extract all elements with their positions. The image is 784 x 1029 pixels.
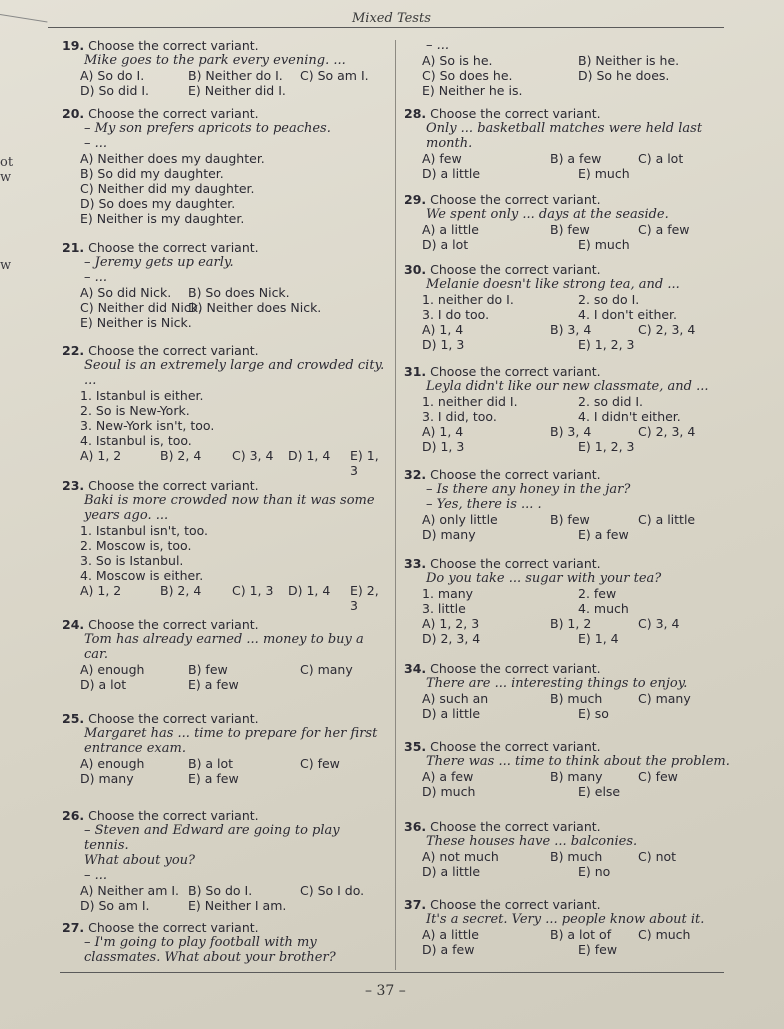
question-20	[62, 106, 388, 226]
answer-option[interactable]: B) 2, 4	[160, 448, 202, 463]
answer-option[interactable]: D) 1, 3	[422, 439, 465, 454]
answer-option[interactable]: A) not much	[422, 849, 499, 864]
answer-option[interactable]: 1. neither do I.	[422, 292, 514, 307]
question-instruction: Choose the correct variant.	[430, 262, 601, 277]
answer-option[interactable]: C) many	[638, 691, 691, 706]
question-34	[404, 661, 734, 721]
answer-option[interactable]: 3. I did, too.	[422, 409, 497, 424]
question-heading	[404, 192, 734, 207]
answer-option[interactable]: E) 1, 4	[578, 631, 619, 646]
answer-option[interactable]: A) So is he.	[422, 53, 493, 68]
question-number: 19.	[62, 38, 85, 53]
answer-option[interactable]: B) a lot of	[550, 927, 612, 942]
question-instruction: Choose the correct variant.	[430, 556, 601, 571]
answer-option[interactable]: E) else	[578, 784, 621, 799]
answer-option[interactable]: 3. I do too.	[422, 307, 490, 322]
question-heading	[62, 38, 388, 53]
question-25	[62, 711, 388, 786]
answer-option[interactable]: 2. so do I.	[578, 292, 640, 307]
answer-option[interactable]: E) much	[578, 237, 630, 252]
answer-option[interactable]: E) 2, 3	[350, 583, 379, 613]
answer-option[interactable]: A) So do I.	[80, 68, 145, 83]
question-number: 36.	[404, 819, 427, 834]
answer-option[interactable]: B) many	[550, 769, 603, 784]
question-instruction: Choose the correct variant.	[430, 364, 601, 379]
question-heading	[62, 106, 388, 121]
answer-option[interactable]: C) a few	[638, 222, 690, 237]
question-prompt-line: – Jeremy gets up early.	[84, 255, 234, 270]
answer-option[interactable]: C) 2, 3, 4	[638, 322, 696, 337]
question-prompt-line: – ...	[84, 136, 108, 151]
question-number: 32.	[404, 467, 427, 482]
answer-option[interactable]: A) a few	[422, 769, 474, 784]
question-number: 20.	[62, 106, 85, 121]
question-instruction: Choose the correct variant.	[88, 38, 259, 53]
answer-option[interactable]: 2. so did I.	[578, 394, 644, 409]
answer-option[interactable]: 4. much	[578, 601, 629, 616]
answer-option[interactable]: D) 1, 3	[422, 337, 465, 352]
answer-option[interactable]: C) much	[638, 927, 691, 942]
edge-fragment: ot	[0, 155, 14, 170]
question-number: 31.	[404, 364, 427, 379]
answer-option[interactable]: B) 2, 4	[160, 583, 202, 598]
question-prompt-line: What about you?	[84, 853, 195, 868]
answer-option[interactable]: E) 1, 2, 3	[578, 439, 635, 454]
question-heading	[62, 343, 388, 358]
answer-option[interactable]: A) 1, 2, 3	[422, 616, 480, 631]
question-32	[404, 467, 734, 542]
question-28	[404, 106, 734, 181]
answer-option[interactable]: D) many	[422, 527, 476, 542]
header-rule	[48, 27, 724, 28]
question-prompt-line: ...	[84, 373, 97, 388]
question-number: 25.	[62, 711, 85, 726]
answer-option[interactable]: C) a little	[638, 512, 696, 527]
question-prompt-line: – ...	[84, 270, 108, 285]
answer-option[interactable]: A) such an	[422, 691, 489, 706]
question-prompt-line: There are ... interesting things to enjoy.	[426, 676, 688, 691]
question-number: 34.	[404, 661, 427, 676]
answer-option[interactable]: B) 3, 4	[550, 424, 592, 439]
question-heading	[62, 808, 388, 823]
question-prompt-line: Tom has already earned ... money to buy a	[84, 632, 364, 647]
answer-option[interactable]: C) 3, 4	[638, 616, 680, 631]
question-heading	[404, 556, 734, 571]
question-prompt-line: – Yes, there is ... .	[426, 497, 542, 512]
question-prompt-line: Do you take ... sugar with your tea?	[426, 571, 662, 586]
question-instruction: Choose the correct variant.	[430, 739, 601, 754]
question-number: 28.	[404, 106, 427, 121]
answer-option[interactable]: C) So does he.	[422, 68, 513, 83]
answer-option[interactable]: A) So did Nick.	[80, 285, 172, 300]
question-23	[62, 478, 388, 613]
question-heading	[404, 739, 734, 754]
answer-option[interactable]: C) So am I.	[300, 68, 369, 83]
edge-fragment: w	[0, 258, 12, 273]
question-prompt-line: We spent only ... days at the seaside.	[426, 207, 669, 222]
question-prompt-line: Seoul is an extremely large and crowded city.	[84, 358, 385, 373]
question-35	[404, 739, 734, 799]
page-title: Mixed Tests	[352, 11, 431, 26]
answer-option[interactable]: E) no	[578, 864, 611, 879]
answer-option[interactable]: C) few	[638, 769, 678, 784]
question-instruction: Choose the correct variant.	[88, 808, 259, 823]
answer-option[interactable]: C) Neither did my daughter.	[80, 181, 255, 196]
answer-option[interactable]: B) 1, 2	[550, 616, 592, 631]
question-instruction: Choose the correct variant.	[88, 711, 259, 726]
answer-option[interactable]: B) a few	[550, 151, 602, 166]
answer-option[interactable]: A) 1, 2	[80, 448, 122, 463]
answer-option[interactable]: D) much	[422, 784, 476, 799]
question-heading	[62, 478, 388, 493]
answer-option[interactable]: A) 1, 4	[422, 322, 464, 337]
answer-option[interactable]: B) So did my daughter.	[80, 166, 224, 181]
question-21	[62, 240, 388, 330]
answer-option[interactable]: B) a lot	[188, 756, 234, 771]
answer-option[interactable]: A) 1, 2	[80, 583, 122, 598]
question-instruction: Choose the correct variant.	[430, 819, 601, 834]
question-heading	[404, 467, 734, 482]
answer-option[interactable]: B) Neither is he.	[578, 53, 680, 68]
answer-option[interactable]: C) many	[300, 662, 353, 677]
question-number: 35.	[404, 739, 427, 754]
question-prompt-line: These houses have ... balconies.	[426, 834, 638, 849]
question-prompt-line: – ...	[84, 868, 108, 883]
answer-option[interactable]: E) Neither I am.	[188, 898, 287, 913]
answer-option[interactable]: 2. So is New-York.	[80, 403, 190, 418]
question-number: 33.	[404, 556, 427, 571]
answer-option[interactable]: B) few	[550, 222, 590, 237]
answer-option[interactable]: B) Neither do I.	[188, 68, 283, 83]
answer-option[interactable]: D) many	[80, 771, 134, 786]
question-33	[404, 556, 734, 646]
answer-option[interactable]: A) few	[422, 151, 462, 166]
answer-option[interactable]: 4. Moscow is either.	[80, 568, 204, 583]
answer-option[interactable]: A) a little	[422, 222, 479, 237]
question-instruction: Choose the correct variant.	[430, 467, 601, 482]
question-instruction: Choose the correct variant.	[430, 106, 601, 121]
answer-option[interactable]: C) 1, 3	[232, 583, 274, 598]
previous-page-edge	[0, 0, 48, 1029]
question-22	[62, 343, 388, 478]
header-rule-left	[0, 14, 47, 22]
question-26	[62, 808, 388, 913]
answer-option[interactable]: 1. neither did I.	[422, 394, 518, 409]
answer-option[interactable]: 4. I don't either.	[578, 307, 678, 322]
question-instruction: Choose the correct variant.	[430, 192, 601, 207]
answer-option[interactable]: E) a few	[188, 677, 239, 692]
question-instruction: Choose the correct variant.	[88, 343, 259, 358]
question-number: 24.	[62, 617, 85, 632]
answer-option[interactable]: D) So does my daughter.	[80, 196, 236, 211]
answer-option[interactable]: A) 1, 4	[422, 424, 464, 439]
answer-option[interactable]: D) 1, 4	[288, 583, 331, 598]
answer-option[interactable]: 2. few	[578, 586, 617, 601]
answer-option[interactable]: E) Neither did I.	[188, 83, 286, 98]
question-instruction: Choose the correct variant.	[88, 106, 259, 121]
answer-option[interactable]: D) a lot	[422, 237, 469, 252]
question-prompt-line: – Is there any honey in the jar?	[426, 482, 631, 497]
question-instruction: Choose the correct variant.	[430, 897, 601, 912]
question-number: 27.	[62, 920, 85, 935]
question-prompt-line: entrance exam.	[84, 741, 186, 756]
question-heading	[62, 617, 388, 632]
answer-option[interactable]: E) Neither is my daughter.	[80, 211, 245, 226]
question-36	[404, 819, 734, 879]
answer-option[interactable]: 4. Istanbul is, too.	[80, 433, 192, 448]
answer-option[interactable]: E) few	[578, 942, 618, 957]
answer-option[interactable]: 3. So is Istanbul.	[80, 553, 184, 568]
question-prompt-line: – ...	[426, 38, 450, 53]
answer-option[interactable]: A) enough	[80, 662, 145, 677]
question-prompt-line: – I'm going to play football with my	[84, 935, 317, 950]
edge-fragment: w	[0, 170, 12, 185]
question-heading	[404, 106, 734, 121]
answer-option[interactable]: 3. New-York isn't, too.	[80, 418, 215, 433]
question-prompt-line: month.	[426, 136, 473, 151]
question-number: 22.	[62, 343, 85, 358]
answer-option[interactable]: E) a few	[188, 771, 239, 786]
question-prompt-line: Margaret has ... time to prepare for her first	[84, 726, 378, 741]
answer-option[interactable]: E) 1, 2, 3	[578, 337, 635, 352]
answer-option[interactable]: C) few	[300, 756, 340, 771]
question-37	[404, 897, 734, 957]
answer-option[interactable]: B) much	[550, 691, 603, 706]
question-instruction: Choose the correct variant.	[88, 617, 259, 632]
question-heading	[404, 364, 734, 379]
answer-option[interactable]: D) So did I.	[80, 83, 150, 98]
question-prompt-line: Mike goes to the park every evening. ...	[84, 53, 346, 68]
question-instruction: Choose the correct variant.	[430, 661, 601, 676]
answer-option[interactable]: B) few	[188, 662, 228, 677]
question-prompt-line: Melanie doesn't like strong tea, and ...	[426, 277, 680, 292]
answer-option[interactable]: B) 3, 4	[550, 322, 592, 337]
footer-rule	[60, 972, 724, 973]
answer-option[interactable]: C) not	[638, 849, 677, 864]
question-number: 26.	[62, 808, 85, 823]
question-27	[62, 920, 388, 965]
answer-option[interactable]: E) 1, 3	[350, 448, 379, 478]
question-30	[404, 262, 734, 352]
question-instruction: Choose the correct variant.	[88, 240, 259, 255]
question-number: 21.	[62, 240, 85, 255]
question-prompt-line: There was ... time to think about the problem.	[426, 754, 730, 769]
answer-option[interactable]: D) a lot	[80, 677, 127, 692]
answer-option[interactable]: D) 1, 4	[288, 448, 331, 463]
answer-option[interactable]: E) a few	[578, 527, 629, 542]
answer-option[interactable]: D) Neither does Nick.	[188, 300, 322, 315]
question-prompt-line: years ago. ...	[84, 508, 169, 523]
answer-option[interactable]: 1. many	[422, 586, 474, 601]
question-heading	[404, 897, 734, 912]
question-prompt-line: – My son prefers apricots to peaches.	[84, 121, 331, 136]
question-cont	[404, 38, 734, 98]
answer-option[interactable]: A) only little	[422, 512, 498, 527]
question-number: 23.	[62, 478, 85, 493]
answer-option[interactable]: 1. Istanbul is either.	[80, 388, 204, 403]
answer-option[interactable]: 1. Istanbul isn't, too.	[80, 523, 209, 538]
answer-option[interactable]: 2. Moscow is, too.	[80, 538, 192, 553]
answer-option[interactable]: A) Neither does my daughter.	[80, 151, 265, 166]
question-heading	[404, 262, 734, 277]
question-heading	[62, 920, 388, 935]
answer-option[interactable]: C) So I do.	[300, 883, 365, 898]
question-number: 30.	[404, 262, 427, 277]
question-prompt-line: car.	[84, 647, 108, 662]
answer-option[interactable]: E) Neither is Nick.	[80, 315, 192, 330]
answer-option[interactable]: B) few	[550, 512, 590, 527]
answer-option[interactable]: B) So do I.	[188, 883, 253, 898]
answer-option[interactable]: B) So does Nick.	[188, 285, 290, 300]
question-instruction: Choose the correct variant.	[88, 920, 259, 935]
question-heading	[404, 661, 734, 676]
question-number: 37.	[404, 897, 427, 912]
answer-option[interactable]: D) a little	[422, 166, 481, 181]
question-instruction: Choose the correct variant.	[88, 478, 259, 493]
answer-option[interactable]: C) Neither did Nick.	[80, 300, 202, 315]
answer-option[interactable]: D) a few	[422, 942, 475, 957]
answer-option[interactable]: D) a little	[422, 864, 481, 879]
answer-option[interactable]: E) so	[578, 706, 609, 721]
page-number: – 37 –	[365, 983, 406, 999]
answer-option[interactable]: E) Neither he is.	[422, 83, 523, 98]
question-heading	[62, 240, 388, 255]
column-divider	[395, 40, 396, 970]
answer-option[interactable]: A) Neither am I.	[80, 883, 180, 898]
question-prompt-line: classmates. What about your brother?	[84, 950, 336, 965]
answer-option[interactable]: A) a little	[422, 927, 479, 942]
question-prompt-line: It's a secret. Very ... people know about it.	[426, 912, 705, 927]
answer-option[interactable]: D) So am I.	[80, 898, 150, 913]
question-prompt-line: Leyla didn't like our new classmate, and ...	[426, 379, 709, 394]
question-31	[404, 364, 734, 454]
question-heading	[404, 819, 734, 834]
answer-option[interactable]: 3. little	[422, 601, 466, 616]
question-heading	[62, 711, 388, 726]
question-24	[62, 617, 388, 692]
question-number: 29.	[404, 192, 427, 207]
question-prompt-line: Only ... basketball matches were held last	[426, 121, 703, 136]
answer-option[interactable]: C) a lot	[638, 151, 684, 166]
question-prompt-line: Baki is more crowded now than it was some	[84, 493, 375, 508]
answer-option[interactable]: A) enough	[80, 756, 145, 771]
answer-option[interactable]: E) much	[578, 166, 630, 181]
answer-option[interactable]: D) So he does.	[578, 68, 670, 83]
answer-option[interactable]: C) 2, 3, 4	[638, 424, 696, 439]
answer-option[interactable]: C) 3, 4	[232, 448, 274, 463]
answer-option[interactable]: D) a little	[422, 706, 481, 721]
answer-option[interactable]: 4. I didn't either.	[578, 409, 681, 424]
question-19	[62, 38, 388, 98]
question-prompt-line: – Steven and Edward are going to play tennis.	[84, 823, 340, 853]
answer-option[interactable]: D) 2, 3, 4	[422, 631, 481, 646]
question-29	[404, 192, 734, 252]
answer-option[interactable]: B) much	[550, 849, 603, 864]
